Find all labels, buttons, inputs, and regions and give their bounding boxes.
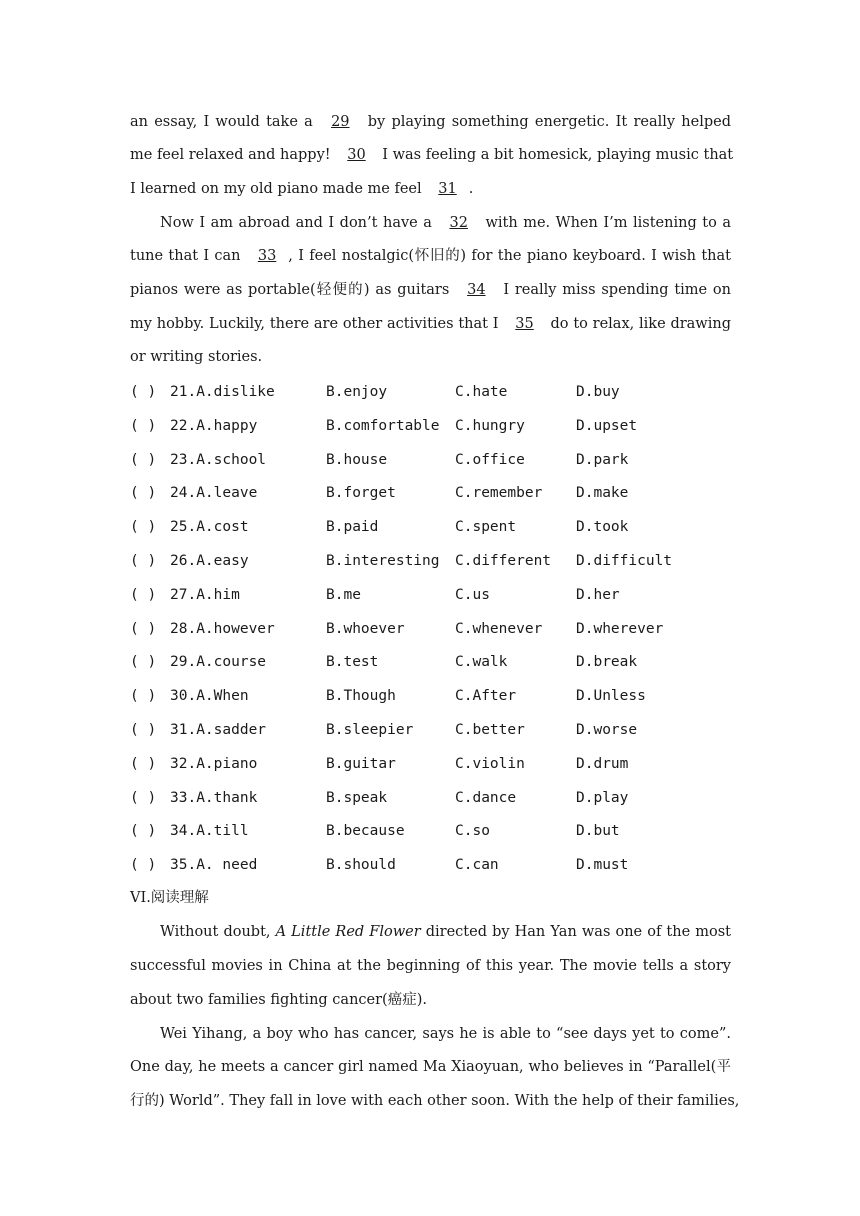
passage2-line-1: Without doubt, A Little Red Flower directed by Han Yan was one of the most — [160, 924, 731, 940]
option-c: C.office — [455, 451, 525, 468]
answer-paren: ( ) — [130, 519, 157, 536]
option-d: D.Unless — [576, 688, 646, 705]
option-a: 24.A.leave — [170, 485, 258, 502]
passage-line-8: or writing stories. — [130, 349, 263, 365]
answer-paren: ( ) — [130, 823, 157, 840]
answer-paren: ( ) — [130, 789, 157, 806]
answer-paren: ( ) — [130, 451, 157, 468]
question-row — [130, 416, 731, 436]
option-d: D.difficult — [576, 553, 673, 569]
question-row — [130, 720, 731, 740]
option-d: D.buy — [576, 384, 620, 400]
option-a: 33.A.thank — [170, 789, 258, 806]
option-b: B.enjoy — [326, 384, 388, 400]
option-b: B.interesting — [326, 553, 440, 569]
passage2-line-3: about two families fighting cancer(癌症). — [130, 992, 427, 1008]
option-c: C.better — [455, 722, 525, 738]
option-d: D.drum — [576, 755, 629, 772]
option-c: C.whenever — [455, 620, 543, 637]
question-row — [130, 821, 731, 841]
question-row — [130, 382, 731, 402]
passage-line-5: tune that I can 33 , I feel nostalgic(怀旧的) for the piano keyboard. I wish that — [130, 248, 731, 264]
option-b: B.test — [326, 654, 379, 671]
question-row — [130, 517, 731, 537]
question-row — [130, 483, 731, 503]
blank-31: 31 — [438, 181, 457, 197]
option-d: D.her — [576, 586, 620, 603]
option-d: D.break — [576, 654, 638, 671]
option-b: B.me — [326, 586, 361, 603]
option-b: B.should — [326, 857, 396, 874]
option-c: C.violin — [455, 755, 525, 772]
question-row — [130, 551, 731, 571]
question-row — [130, 788, 731, 808]
option-a: 23.A.school — [170, 451, 267, 468]
option-a: 22.A.happy — [170, 417, 258, 434]
blank-29: 29 — [331, 114, 350, 130]
option-a: 25.A.cost — [170, 519, 249, 536]
option-d: D.took — [576, 519, 629, 536]
option-c: C.After — [455, 688, 517, 705]
answer-paren: ( ) — [130, 553, 157, 569]
option-a: 30.A.When — [170, 688, 249, 705]
answer-paren: ( ) — [130, 722, 157, 738]
blank-30: 30 — [347, 147, 366, 163]
option-c: C.can — [455, 857, 499, 874]
option-d: D.park — [576, 451, 629, 468]
answer-paren: ( ) — [130, 857, 157, 874]
option-a: 28.A.however — [170, 620, 275, 637]
question-row — [130, 450, 731, 470]
blank-33: 33 — [257, 248, 277, 264]
blank-32: 32 — [449, 215, 468, 231]
option-d: D.upset — [576, 417, 638, 434]
option-b: B.Though — [326, 688, 396, 705]
passage2-line-4: Wei Yihang, a boy who has cancer, says he is able to “see days yet to come”. — [160, 1026, 731, 1042]
option-a: 32.A.piano — [170, 755, 258, 772]
option-c: C.spent — [455, 519, 517, 536]
answer-paren: ( ) — [130, 620, 157, 637]
option-d: D.play — [576, 789, 629, 806]
movie-title: A Little Red Flower — [275, 924, 421, 940]
answer-paren: ( ) — [130, 586, 157, 603]
option-b: B.guitar — [326, 755, 396, 772]
passage-line-1: an essay, I would take a 29 by playing something energetic. It really helped — [130, 114, 732, 130]
question-row — [130, 855, 731, 875]
option-c: C.remember — [455, 485, 543, 502]
passage-line-7: my hobby. Luckily, there are other activities that I 35 do to relax, like drawing — [130, 316, 731, 332]
option-c: C.us — [455, 586, 490, 603]
option-c: C.dance — [455, 789, 517, 806]
answer-paren: ( ) — [130, 688, 157, 705]
option-c: C.so — [455, 823, 490, 840]
option-b: B.speak — [326, 789, 388, 806]
option-c: C.hate — [455, 384, 508, 400]
option-a: 34.A.till — [170, 823, 249, 840]
question-row — [130, 652, 731, 672]
passage2-line-6: 行的) World”. They fall in love with each other soon. With the help of their families, — [130, 1093, 740, 1109]
blank-35: 35 — [515, 316, 534, 332]
passage-line-6: pianos were as portable(轻便的) as guitars 34 I really miss spending time on — [130, 282, 731, 298]
option-a: 29.A.course — [170, 654, 267, 671]
option-c: C.walk — [455, 654, 508, 671]
passage-line-2: me feel relaxed and happy! 30 I was feeling a bit homesick, playing music that — [130, 147, 734, 163]
passage-line-4: Now I am abroad and I don’t have a 32 with me. When I’m listening to a — [160, 215, 731, 231]
answer-paren: ( ) — [130, 417, 157, 434]
blank-34: 34 — [467, 282, 486, 298]
option-b: B.sleepier — [326, 722, 414, 738]
option-d: D.must — [576, 857, 629, 874]
option-b: B.whoever — [326, 620, 405, 637]
option-c: C.different — [455, 553, 552, 569]
option-c: C.hungry — [455, 417, 525, 434]
option-a: 26.A.easy — [170, 553, 249, 569]
option-a: 27.A.him — [170, 586, 240, 603]
answer-paren: ( ) — [130, 654, 157, 671]
option-d: D.worse — [576, 722, 638, 738]
option-d: D.but — [576, 823, 620, 840]
section-title: VI.阅读理解 — [130, 890, 209, 906]
option-a: 35.A. need — [170, 857, 258, 874]
question-row — [130, 754, 731, 774]
question-row — [130, 585, 731, 605]
question-row — [130, 686, 731, 706]
option-b: B.paid — [326, 519, 379, 536]
answer-paren: ( ) — [130, 485, 157, 502]
option-d: D.wherever — [576, 620, 664, 637]
option-b: B.house — [326, 451, 388, 468]
passage2-line-5: One day, he meets a cancer girl named Ma Xiaoyuan, who believes in “Parallel(平 — [130, 1059, 731, 1075]
option-b: B.because — [326, 823, 405, 840]
passage2-line-2: successful movies in China at the beginning of this year. The movie tells a story — [130, 958, 731, 974]
question-row — [130, 619, 731, 639]
option-a: 31.A.sadder — [170, 722, 267, 738]
option-b: B.comfortable — [326, 417, 440, 434]
option-b: B.forget — [326, 485, 396, 502]
option-a: 21.A.dislike — [170, 384, 275, 400]
passage-line-3: I learned on my old piano made me feel 31 . — [130, 181, 474, 197]
option-d: D.make — [576, 485, 629, 502]
answer-paren: ( ) — [130, 755, 157, 772]
answer-paren: ( ) — [130, 384, 157, 400]
